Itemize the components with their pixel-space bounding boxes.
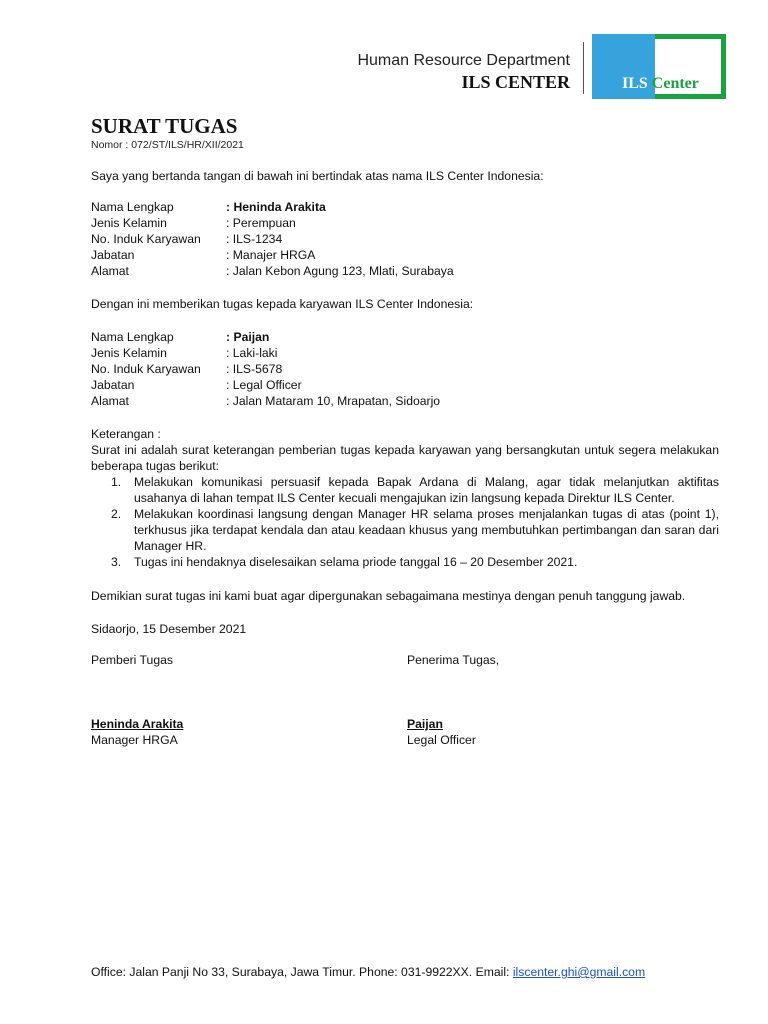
issuer-signature-label: Pemberi Tugas: [91, 653, 173, 667]
field-value: : ILS-5678: [226, 362, 283, 376]
task-item: [91, 554, 719, 570]
footer-contact: [91, 965, 645, 979]
logo-center-text: Center: [651, 75, 699, 92]
assignment-intro: Dengan ini memberikan tugas kepada karyawan ILS Center Indonesia:: [91, 297, 474, 311]
place-date: Sidaorjo, 15 Desember 2021: [91, 622, 247, 636]
field-label: No. Induk Karyawan: [91, 232, 201, 246]
task-text: Melakukan koordinasi langsung dengan Manager HR selama proses menjalankan tugas di atas (point 1), terkhusus jika terdapat kendala dan atau keadaan khusus yang membutuhkan pertimbangan dan saran dari Manager HR.: [134, 507, 719, 553]
field-value: : Legal Officer: [226, 378, 302, 392]
field-label: Jenis Kelamin: [91, 216, 167, 230]
keterangan-label: Keterangan :: [91, 427, 161, 441]
task-list: [91, 474, 719, 570]
field-label: Jabatan: [91, 378, 135, 392]
field-value: : Manajer HRGA: [226, 248, 316, 262]
field-label: Alamat: [91, 264, 129, 278]
logo-ils-text: ILS: [622, 75, 648, 92]
assignee-signature-label: Penerima Tugas,: [407, 653, 500, 667]
organization-name: ILS CENTER: [461, 72, 570, 92]
task-number: 1.: [111, 475, 122, 489]
header-divider: [583, 42, 584, 94]
field-label: Nama Lengkap: [91, 200, 174, 214]
assignee-signature-name: Paijan: [407, 717, 443, 731]
task-item: [91, 506, 719, 554]
task-text: Tugas ini hendaknya diselesaikan selama priode tanggal 16 – 20 Desember 2021.: [134, 555, 578, 569]
footer-address: Office: Jalan Panji No 33, Surabaya, Jawa Timur. Phone: 031-9922XX. Email:: [91, 965, 513, 979]
field-label: Alamat: [91, 394, 129, 408]
assignee-signature-position: Legal Officer: [407, 733, 476, 747]
field-value: : Heninda Arakita: [226, 200, 326, 214]
task-item: [91, 474, 719, 506]
field-value: : Jalan Mataram 10, Mrapatan, Sidoarjo: [226, 394, 441, 408]
keterangan-text: Surat ini adalah surat keterangan pemberian tugas kepada karyawan yang bersangkutan untuk segera melakukan beberapa tugas berikut:: [91, 443, 719, 473]
field-label: Jabatan: [91, 248, 135, 262]
field-value: : ILS-1234: [226, 232, 283, 246]
task-number: 2.: [111, 507, 122, 521]
document-number: Nomor : 072/ST/ILS/HR/XII/2021: [91, 139, 244, 151]
closing-paragraph: Demikian surat tugas ini kami buat agar dipergunakan sebagaimana mestinya dengan penuh tanggung jawab.: [91, 589, 686, 603]
issuer-signature-name: Heninda Arakita: [91, 717, 184, 731]
department-name: Human Resource Department: [357, 52, 570, 69]
field-value: : Paijan: [226, 330, 270, 344]
logo-text: [622, 75, 699, 93]
field-label: Jenis Kelamin: [91, 346, 167, 360]
issuer-signature-position: Manager HRGA: [91, 733, 178, 747]
ils-center-logo: [592, 34, 726, 99]
footer-email-link[interactable]: ilscenter.ghi@gmail.com: [512, 965, 646, 979]
document-title: SURAT TUGAS: [91, 114, 238, 138]
field-label: Nama Lengkap: [91, 330, 174, 344]
task-number: 3.: [111, 555, 122, 569]
field-value: : Jalan Kebon Agung 123, Mlati, Surabaya: [226, 264, 454, 278]
field-value: : Laki-laki: [226, 346, 278, 360]
intro-paragraph: Saya yang bertanda tangan di bawah ini bertindak atas nama ILS Center Indonesia:: [91, 169, 544, 183]
field-label: No. Induk Karyawan: [91, 362, 201, 376]
task-text: Melakukan komunikasi persuasif kepada Bapak Ardana di Malang, agar tidak melanjutkan aktifitas usahanya di lahan tempat ILS Center kecuali mengajukan izin langsung kepada Direktur ILS Center.: [134, 475, 719, 505]
field-value: : Perempuan: [226, 216, 296, 230]
